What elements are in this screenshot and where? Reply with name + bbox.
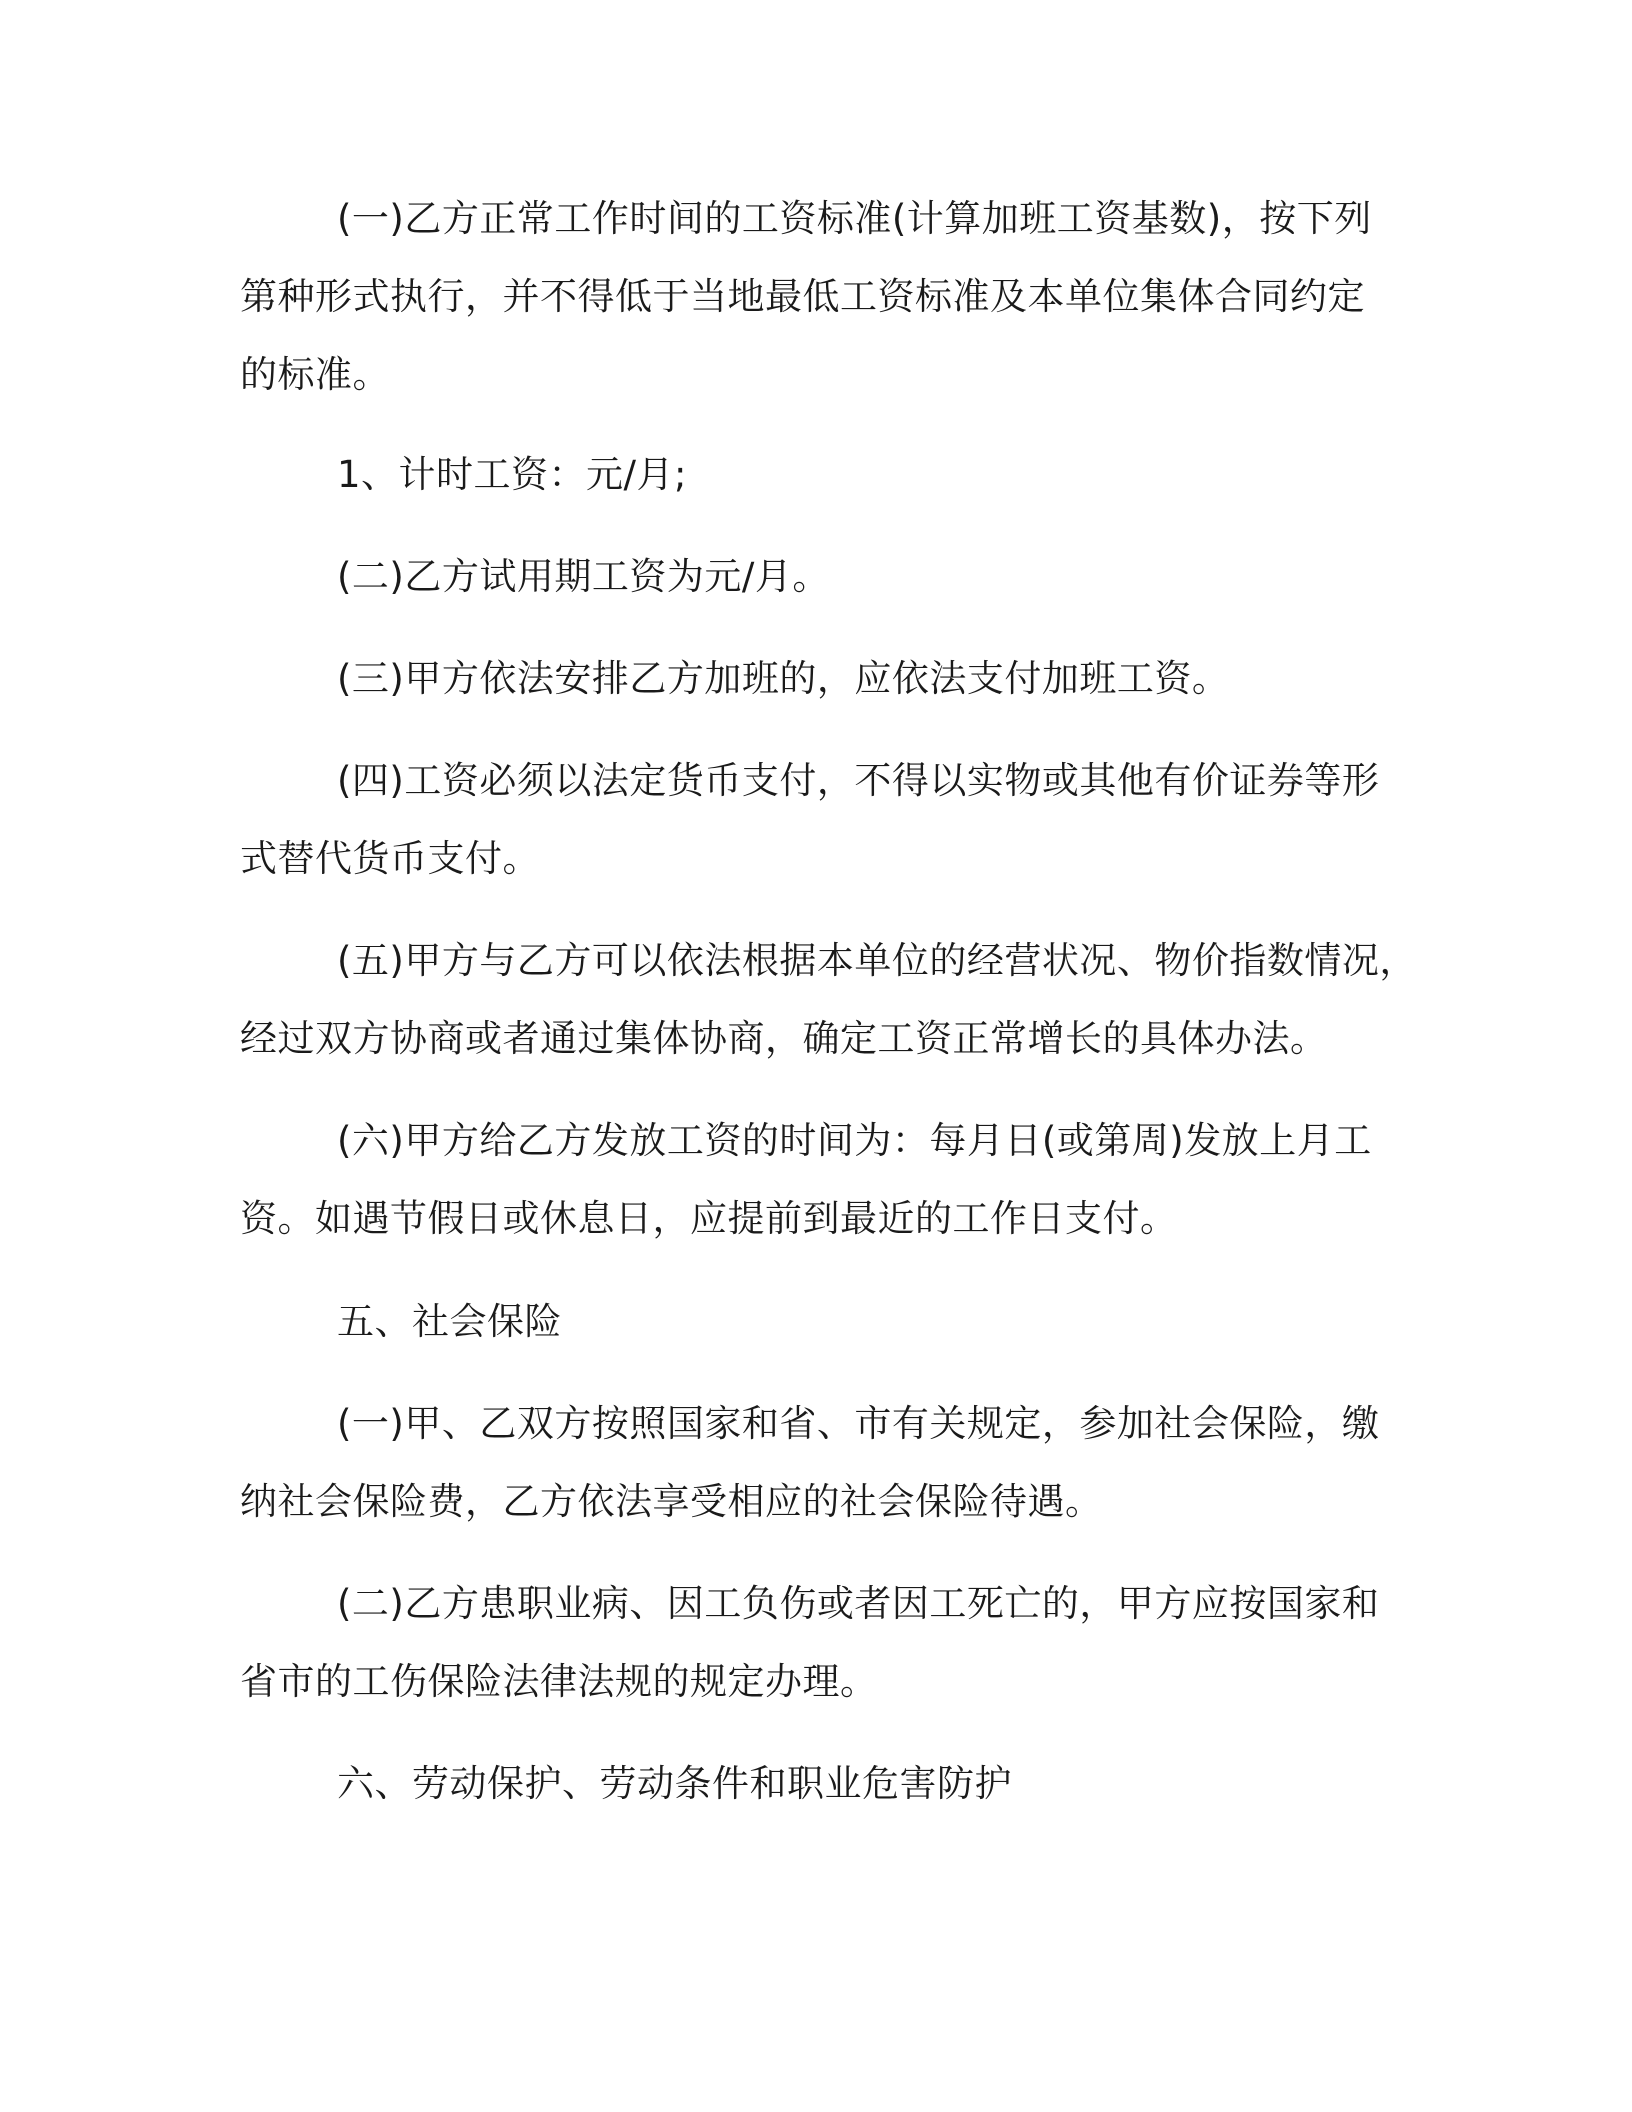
text-line: (一)甲、乙双方按照国家和省、市有关规定，参加社会保险，缴 <box>337 1402 1380 1445</box>
section-heading-labor-protection <box>240 1745 1400 1823</box>
text-line: 1、计时工资：元/月; <box>337 453 687 496</box>
section-heading-social-insurance <box>240 1283 1400 1361</box>
paragraph-insurance-participation <box>240 1385 1400 1541</box>
text-line: (一)乙方正常工作时间的工资标准(计算加班工资基数)，按下列 <box>337 197 1372 240</box>
text-line: 六、劳动保护、劳动条件和职业危害防护 <box>337 1762 1012 1805</box>
text-line: 纳社会保险费，乙方依法享受相应的社会保险待遇。 <box>240 1480 1103 1523</box>
paragraph-legal-currency <box>240 742 1400 898</box>
text-line: 经过双方协商或者通过集体协商，确定工资正常增长的具体办法。 <box>240 1017 1328 1060</box>
text-line: 的标准。 <box>240 353 390 396</box>
text-line: (二)乙方患职业病、因工负伤或者因工死亡的，甲方应按国家和 <box>337 1582 1380 1625</box>
text-line: (二)乙方试用期工资为元/月。 <box>337 555 830 598</box>
text-line: (三)甲方依法安排乙方加班的，应依法支付加班工资。 <box>337 657 1230 700</box>
paragraph-overtime-pay <box>240 640 1400 718</box>
paragraph-work-injury <box>240 1565 1400 1721</box>
text-line: 第种形式执行，并不得低于当地最低工资标准及本单位集体合同约定 <box>240 275 1365 318</box>
paragraph-wage-growth <box>240 922 1417 1078</box>
text-line: 式替代货币支付。 <box>240 837 540 880</box>
paragraph-wage-standard <box>240 180 1400 414</box>
text-line: 省市的工伤保险法律法规的规定办理。 <box>240 1660 878 1703</box>
paragraph-probation-wage <box>240 538 1400 616</box>
text-line: 五、社会保险 <box>337 1300 562 1343</box>
text-line: 资。如遇节假日或休息日，应提前到最近的工作日支付。 <box>240 1197 1178 1240</box>
text-line: (六)甲方给乙方发放工资的时间为：每月日(或第周)发放上月工 <box>337 1119 1372 1162</box>
text-line: (四)工资必须以法定货币支付，不得以实物或其他有价证券等形 <box>337 759 1380 802</box>
paragraph-hourly-wage <box>240 436 1400 514</box>
text-line: (五)甲方与乙方可以依法根据本单位的经营状况、物价指数情况， <box>337 939 1417 982</box>
paragraph-pay-date <box>240 1102 1400 1258</box>
